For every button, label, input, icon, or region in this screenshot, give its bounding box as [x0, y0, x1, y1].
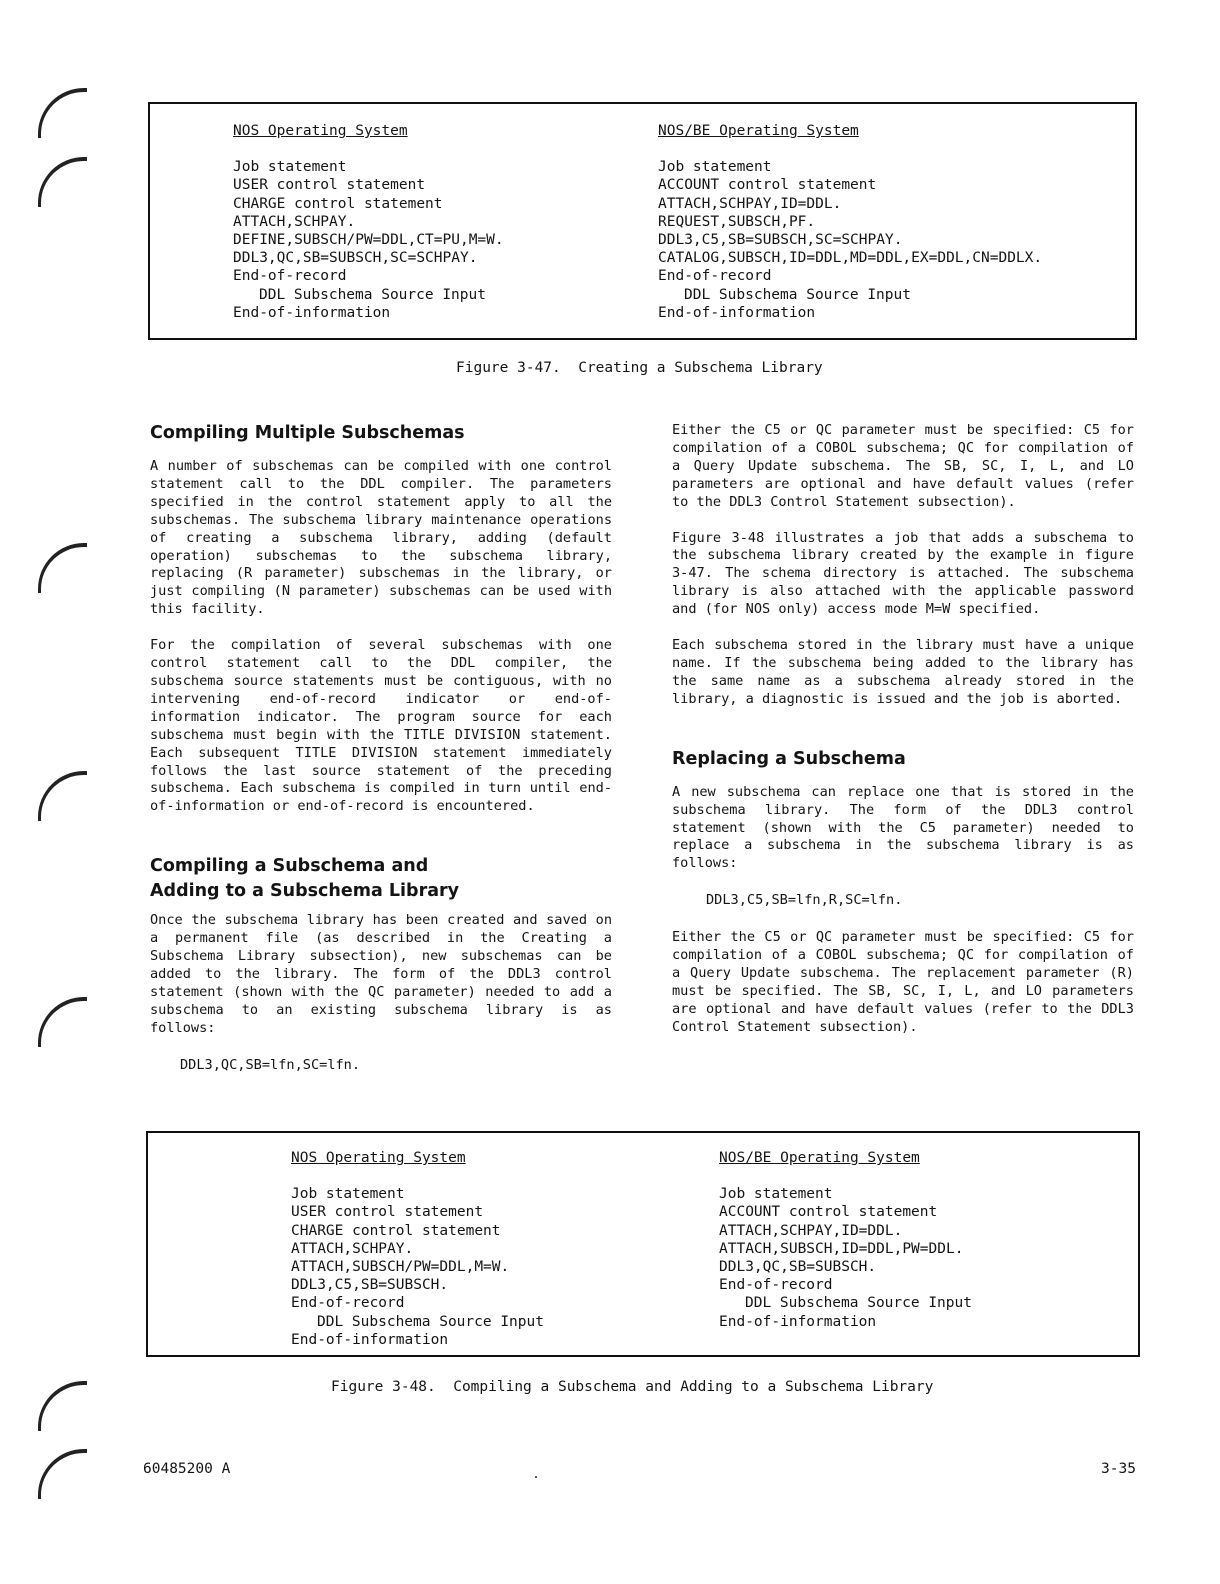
right-column: [672, 422, 1134, 1055]
code-line: CHARGE control statement: [233, 195, 443, 212]
figure-3-48-box: [146, 1131, 1140, 1357]
code-line: End-of-record: [291, 1295, 405, 1312]
code-line: DDL Subschema Source Input: [684, 286, 911, 303]
code-line: Job statement: [291, 1186, 405, 1203]
code-line: CATALOG,SUBSCH,ID=DDL,MD=DDL,EX=DDL,CN=DDLX.: [658, 250, 1043, 267]
section-heading: [150, 854, 612, 904]
document-number: 60485200 A: [143, 1461, 231, 1477]
code-line: End-of-information: [291, 1331, 449, 1348]
binder-mark: [38, 88, 87, 138]
body-paragraph: A number of subschemas can be compiled with one control statement call to the DDL compiler. The parameters specified in the control statement apply to all the subschemas. The subschema library maintenance operations of creating a subschema library, adding (default operation) subschemas to the subschema library, replacing (R parameter) subschemas in the library, or just compiling (N parameter) subschemas can be used with this facility.: [150, 458, 612, 618]
figure-3-48-caption: Figure 3-48. Compiling a Subschema and Adding to a Subschema Library: [331, 1379, 934, 1395]
binder-mark: [38, 771, 87, 821]
body-paragraph: Once the subschema library has been created and saved on a permanent file (as described in the Creating a Subschema Library subsection), new subschemas can be added to the library. The form of the DDL3 control statement (shown with the QC parameter) needed to add a subschema to an existing subschema library is as follows:: [150, 912, 612, 1036]
binder-mark: [38, 997, 87, 1047]
code-line: Job statement: [233, 159, 347, 176]
code-line: ATTACH,SCHPAY,ID=DDL.: [719, 1222, 903, 1239]
code-line: DDL3,C5,SB=SUBSCH,SC=SCHPAY.: [658, 232, 903, 249]
code-line: Job statement: [719, 1186, 833, 1203]
code-line: DDL3,QC,SB=SUBSCH.: [719, 1259, 877, 1276]
code-line: USER control statement: [291, 1204, 484, 1221]
binder-mark: [38, 157, 87, 207]
body-paragraph: Each subschema stored in the library must have a unique name. If the subschema being added to the library has the same name as a subschema already stored in the library, a diagnostic is issued and the job is aborted.: [672, 637, 1134, 707]
code-line: End-of-record: [233, 268, 347, 285]
figure-3-47-nosbe-heading: NOS/BE Operating System: [658, 123, 859, 139]
binder-mark: [38, 543, 87, 593]
code-line: DDL Subschema Source Input: [745, 1295, 972, 1312]
code-line: DDL Subschema Source Input: [259, 286, 486, 303]
code-line: ATTACH,SUBSCH/PW=DDL,M=W.: [291, 1259, 510, 1276]
code-example: DDL3,QC,SB=lfn,SC=lfn.: [180, 1056, 361, 1073]
code-line: End-of-information: [719, 1313, 877, 1330]
body-paragraph: For the compilation of several subschemas with one control statement call to the DDL compiler, the subschema source statements must be contiguous, with no intervening end-of-record indicator or end-of-information indicator. The program source for each subschema must begin with the TITLE DIVISION statement. Each subsequent TITLE DIVISION statement immediately follows the last source statement of the preceding subschema. Each subschema is compiled in turn until end-of-information or end-of-record is encountered.: [150, 637, 612, 815]
figure-3-48-nosbe-heading: NOS/BE Operating System: [719, 1150, 920, 1166]
left-column: [150, 421, 612, 1094]
code-line: ACCOUNT control statement: [658, 177, 877, 194]
code-line: DDL3,C5,SB=SUBSCH.: [291, 1277, 449, 1294]
code-line: DDL3,QC,SB=SUBSCH,SC=SCHPAY.: [233, 250, 478, 267]
body-paragraph: Figure 3-48 illustrates a job that adds a subschema to the subschema library created by the example in figure 3-47. The schema directory is attached. The subschema library is also attached with the applicable password and (for NOS only) access mode M=W specified.: [672, 529, 1134, 618]
heading-line: Compiling a Subschema and: [150, 856, 429, 877]
code-example: DDL3,C5,SB=lfn,R,SC=lfn.: [706, 892, 903, 909]
figure-3-48-nosbe-column: [719, 1149, 972, 1331]
figure-3-47-nosbe-column: [658, 122, 1042, 322]
figure-3-48-nos-heading: NOS Operating System: [291, 1150, 466, 1166]
code-line: DDL Subschema Source Input: [317, 1313, 544, 1330]
code-line: End-of-information: [233, 304, 391, 321]
figure-3-47-caption: Figure 3-47. Creating a Subschema Library: [456, 360, 823, 376]
figure-3-47-nos-column: [233, 122, 504, 322]
code-line: ATTACH,SCHPAY,ID=DDL.: [658, 195, 842, 212]
code-line: CHARGE control statement: [291, 1222, 501, 1239]
binder-mark: [38, 1449, 87, 1499]
body-paragraph: Either the C5 or QC parameter must be specified: C5 for compilation of a COBOL subschema; QC for compilation of a Query Update subschema. The replacement parameter (R) must be specified. The SB, SC, I, L, and LO parameters are optional and have default values (refer to the DDL3 Control Statement subsection).: [672, 929, 1134, 1035]
code-line: ATTACH,SUBSCH,ID=DDL,PW=DDL.: [719, 1240, 964, 1257]
code-line: ATTACH,SCHPAY.: [291, 1240, 414, 1257]
code-line: Job statement: [658, 159, 772, 176]
figure-3-48-nos-column: [291, 1149, 544, 1349]
code-line: ATTACH,SCHPAY.: [233, 213, 356, 230]
code-line: End-of-record: [658, 268, 772, 285]
code-line: USER control statement: [233, 177, 426, 194]
figure-3-47-box: [148, 102, 1137, 340]
page-speck: [535, 1476, 537, 1478]
section-heading: Replacing a Subschema: [672, 748, 906, 769]
code-line: End-of-information: [658, 304, 816, 321]
section-heading: Compiling Multiple Subschemas: [150, 423, 465, 443]
code-line: ACCOUNT control statement: [719, 1204, 938, 1221]
body-paragraph: Either the C5 or QC parameter must be specified: C5 for compilation of a COBOL subschema; QC for compilation of a Query Update subschema. The SB, SC, I, L, and LO parameters are optional and have default values (refer to the DDL3 Control Statement subsection).: [672, 422, 1134, 510]
code-line: End-of-record: [719, 1277, 833, 1294]
heading-line: Adding to a Subschema Library: [150, 881, 460, 902]
page-number: 3-35: [1101, 1461, 1136, 1477]
code-line: DEFINE,SUBSCH/PW=DDL,CT=PU,M=W.: [233, 232, 504, 249]
body-paragraph: A new subschema can replace one that is stored in the subschema library. The form of the DDL3 control statement (shown with the C5 parameter) needed to replace a subschema in the subschema library is as follows:: [672, 783, 1134, 872]
code-line: REQUEST,SUBSCH,PF.: [658, 213, 816, 230]
figure-3-47-nos-heading: NOS Operating System: [233, 123, 408, 139]
binder-mark: [38, 1381, 87, 1431]
